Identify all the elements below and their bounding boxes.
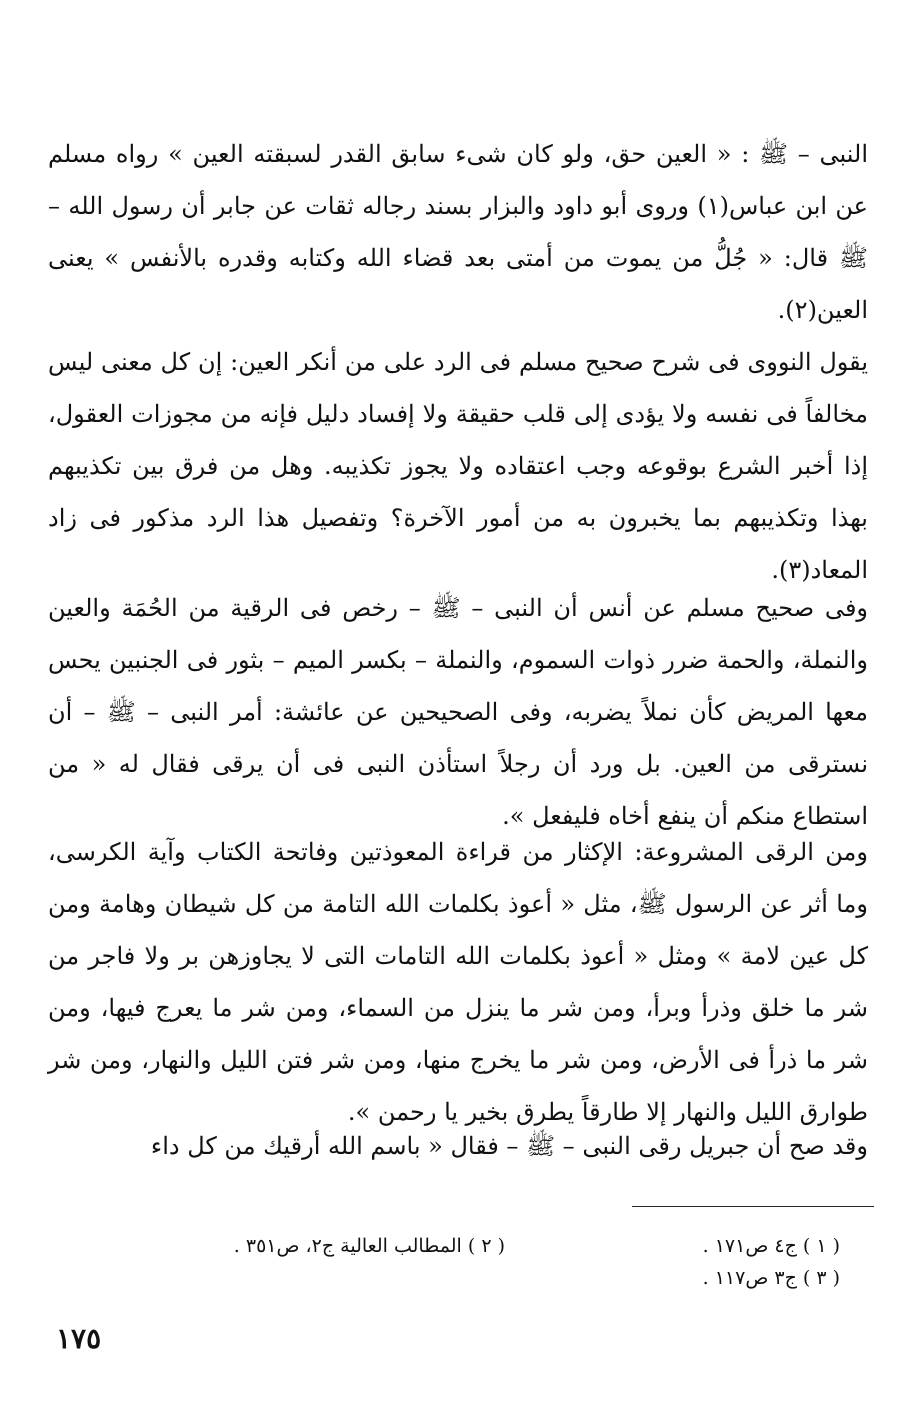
- footnote-divider: [632, 1206, 874, 1207]
- footnote-2: ( ٢ ) المطالب العالية ج٢، ص٣٥١ .: [233, 1235, 505, 1257]
- paragraph-5: وقد صح أن جبريل رقى النبى – ﷺ – فقال « باسم الله أرقيك من كل داء: [150, 1132, 868, 1160]
- paragraph-4: ومن الرقى المشروعة: الإكثار من قراءة المعوذتين وفاتحة الكتاب وآية الكرسى، وما أثر عن الرسول ﷺ، مثل « أعوذ بكلمات الله التامة من كل شيطان وهامة ومن كل عين لامة » ومثل « أعوذ بكلمات الله التامات التى لا يجاوزهن بر ولا فاجر من شر ما خلق وذرأ وبرأ، ومن شر ما ينزل من السماء، ومن شر ما يعرج فيها، ومن شر ما ذرأ فى الأرض، ومن شر ما يخرج منها، ومن شر فتن الليل والنهار، ومن شر طوارق الليل والنهار إلا طارقاً يطرق بخير يا رحمن ».: [48, 838, 869, 1126]
- footnote-1: ( ١ ) ج٤ ص١٧١ .: [702, 1235, 840, 1257]
- paragraph-1: النبى – ﷺ : « العين حق، ولو كان شىء سابق القدر لسبقته العين » رواه مسلم عن ابن عباس(١) وروى أبو داود والبزار بسند رجاله ثقات عن جابر أن رسول الله – ﷺ قال: « جُلُّ من يموت من أمتى بعد قضاء الله وكتابه وقدره بالأنفس » يعنى العين(٢).: [48, 140, 869, 324]
- paragraph-2: يقول النووى فى شرح صحيح مسلم فى الرد على من أنكر العين: إن كل معنى ليس مخالفاً فى نفسه ولا يؤدى إلى قلب حقيقة ولا إفساد دليل فإنه من مجوزات العقول، إذا أخبر الشرع بوقوعه وجب اعتقاده ولا يجوز تكذيبه. وهل من فرق بين تكذيبهم بهذا وتكذيبهم بما يخبرون به من أمور الآخرة؟ وتفصيل هذا الرد مذكور فى زاد المعاد(٣).: [48, 348, 868, 584]
- page-number: ١٧٥: [56, 1322, 102, 1355]
- paragraph-3: وفى صحيح مسلم عن أنس أن النبى – ﷺ – رخص فى الرقية من الحُمَة والعين والنملة، والحمة ضرر ذوات السموم، والنملة – بكسر الميم – بثور فى الجنبين يحس معها المريض كأن نملاً يضربه، وفى الصحيحين عن عائشة: أمر النبى – ﷺ – أن نسترقى من العين. بل ورد أن رجلاً استأذن النبى فى أن يرقى فقال له « من استطاع منكم أن ينفع أخاه فليفعل ».: [48, 594, 869, 830]
- footnote-3: ( ٣ ) ج٣ ص١١٧ .: [702, 1267, 840, 1289]
